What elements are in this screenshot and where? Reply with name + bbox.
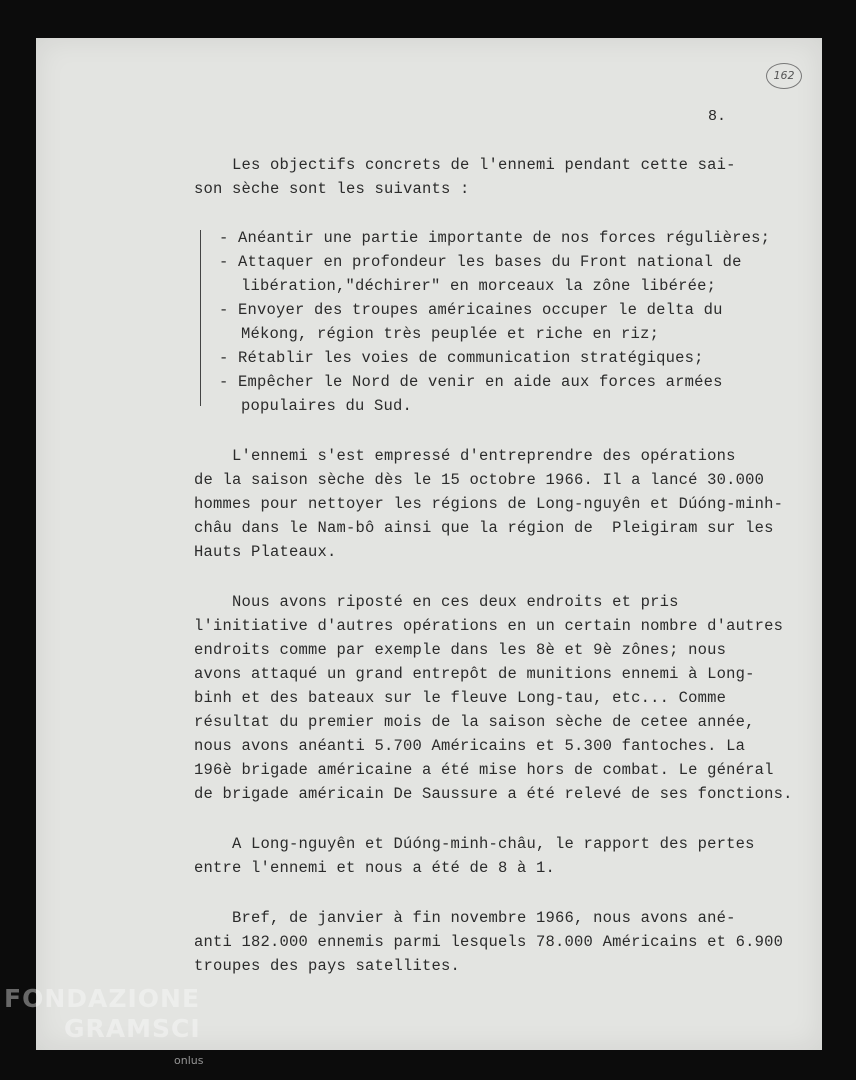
typed-page [36,38,822,1050]
text-line: Hauts Plateaux. [194,543,337,561]
text-line: L'ennemi s'est empressé d'entreprendre des opérations [194,447,736,465]
text-line: - Rétablir les voies de communication stratégiques; [219,349,704,367]
text-line: troupes des pays satellites. [194,957,461,975]
list-item [194,346,814,370]
text-line: l'initiative d'autres opérations en un certain nombre d'autres [194,617,784,635]
text-line: libération,"déchirer" en morceaux la zône libérée; [241,277,717,295]
text-line: - Empêcher le Nord de venir en aide aux forces armées [219,373,723,391]
text-line: résultat du premier mois de la saison sèche de cetee année, [194,713,755,731]
text-line: de la saison sèche dès le 15 octobre 1966. Il a lancé 30.000 [194,471,765,489]
ratio-paragraph [194,832,814,880]
text-line: entre l'ennemi et nous a été de 8 à 1. [194,859,556,877]
summary-paragraph [194,906,814,978]
list-item [194,250,814,298]
text-line: Les objectifs concrets de l'ennemi pendant cette sai- [194,156,736,174]
objectives-list [194,226,814,418]
text-line: Nous avons riposté en ces deux endroits et pris [194,593,679,611]
text-line: Mékong, région très peuplée et riche en riz; [241,325,660,343]
text-line: hommes pour nettoyer les régions de Long-nguyên et Dúóng-minh- [194,495,784,513]
watermark-line: GRAMSCI [64,1014,201,1043]
archive-stamp: 162 [766,63,802,89]
text-line: châu dans le Nam-bô ainsi que la région de Pleigiram sur les [194,519,774,537]
operations-paragraph [194,444,814,564]
archive-watermark [4,984,204,1067]
text-line: populaires du Sud. [241,397,413,415]
text-line: nous avons anéanti 5.700 Américains et 5.300 fantoches. La [194,737,746,755]
watermark-line: onlus [174,1054,204,1067]
list-item [194,298,814,346]
text-line: anti 182.000 ennemis parmi lesquels 78.000 Américains et 6.900 [194,933,784,951]
document-body [194,153,814,978]
text-line: A Long-nguyên et Dúóng-minh-châu, le rapport des pertes [194,835,755,853]
text-line: endroits comme par exemple dans les 8è et 9è zônes; nous [194,641,727,659]
text-line: son sèche sont les suivants : [194,180,470,198]
margin-bracket [200,230,201,406]
text-line: de brigade américain De Saussure a été relevé de ses fonctions. [194,785,793,803]
riposte-paragraph [194,590,814,806]
text-line: Bref, de janvier à fin novembre 1966, nous avons ané- [194,909,736,927]
text-line: - Envoyer des troupes américaines occuper le delta du [219,301,723,319]
text-line: - Anéantir une partie importante de nos forces régulières; [219,229,771,247]
text-line: - Attaquer en profondeur les bases du Front national de [219,253,742,271]
text-line: binh et des bateaux sur le fleuve Long-tau, etc... Comme [194,689,727,707]
list-item [194,370,814,418]
intro-paragraph [194,153,814,201]
page-number: 8. [708,108,727,125]
watermark-line: FONDAZIONE [4,984,201,1013]
text-line: avons attaqué un grand entrepôt de munitions ennemi à Long- [194,665,755,683]
text-line: 196è brigade américaine a été mise hors de combat. Le général [194,761,774,779]
list-item [194,226,814,250]
